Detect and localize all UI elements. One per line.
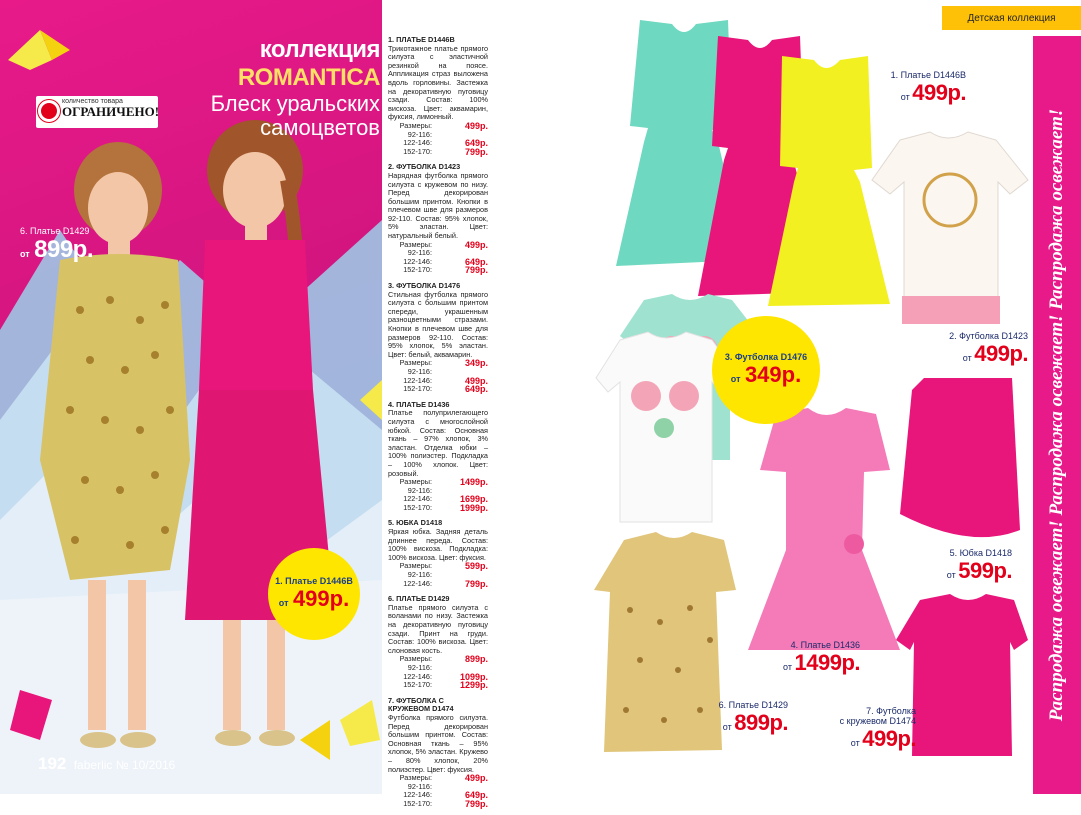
- label-p2-name: 2. Футболка D1423: [949, 331, 1028, 341]
- product-item-title: 1. ПЛАТЬЕ D1446B: [388, 35, 455, 44]
- left-tag-d1446b: [268, 548, 360, 640]
- product-item-title: 4. ПЛАТЬЕ D1436: [388, 399, 450, 409]
- tee-white-balloon: [872, 132, 1028, 324]
- size-price: 499р.: [464, 375, 488, 386]
- size-range: 122-146:: [403, 375, 432, 385]
- sale-banner: [1033, 36, 1081, 794]
- size-range: Размеры: 92-116:: [399, 773, 432, 791]
- label-p2: [898, 331, 1028, 367]
- label-p5-price: 599р.: [958, 558, 1012, 583]
- product-item-title: 2. ФУТБОЛКА D1423: [388, 162, 461, 172]
- label-p5-name: 5. Юбка D1418: [949, 548, 1012, 558]
- size-range: 152-170:: [403, 502, 432, 512]
- product-item-title: 5. ЮБКА D1418: [388, 518, 443, 528]
- page-footer: [38, 754, 175, 774]
- label-p3-name: 3. Футболка D1476: [724, 352, 808, 362]
- label-p6-price: 899р.: [734, 710, 788, 735]
- skirt-fuchsia: [900, 378, 1020, 537]
- header-subtitle-1: Блеск уральских: [210, 91, 380, 116]
- product-item-desc: Платье полуприлегающего силуэта с многослойной юбкой. Состав: Основная ткань – 97% хлопок, 3% эластан. Отделка юбки – 100% полиэстер. Подкладка – 100% хлопок. Цвет: розовый.: [388, 408, 488, 478]
- product-item-desc: Трикотажное платье прямого силуэта с эластичной резинкой на поясе. Аппликация страз выложена вдоль горловины. Застежка на декоративную пуговицу сзади. Состав: 100% вискоза. Цвет: аквамарин, фуксия, лимонный.: [388, 43, 488, 122]
- size-price: 799р.: [464, 146, 488, 157]
- label-p4: [750, 640, 860, 676]
- product-item-desc: Платье прямого силуэта с воланами по низу. Застежка на декоративную пуговицу сзади. Принт на груди. Состав: 100% вискоза. Цвет: слоновая кость.: [388, 602, 488, 655]
- label-p3: [712, 316, 820, 424]
- product-item: [388, 697, 488, 809]
- sale-banner-text: Распродажа освежает! Распродажа освежает! Распродажа освежает!: [1046, 108, 1068, 722]
- left-tag-d1446b-name: 1. Платье D1446B: [275, 576, 353, 586]
- size-price: 1699р.: [459, 494, 488, 505]
- photo-panel: [0, 0, 382, 794]
- label-p1-from: от: [900, 92, 910, 102]
- page-number: 192: [38, 754, 67, 773]
- limited-small-text: количество товара: [62, 98, 123, 105]
- footer-issue: № 10/2016: [115, 758, 176, 772]
- label-p6-from: от: [722, 722, 732, 732]
- label-p3-price: 349р.: [744, 362, 802, 387]
- product-item-sizes: [388, 478, 488, 512]
- product-item-title: 7. ФУТБОЛКА С КРУЖЕВОМ D1474: [388, 695, 454, 714]
- size-price: 899р.: [464, 654, 488, 665]
- size-range: 152-170:: [403, 680, 432, 690]
- label-p5-from: от: [946, 570, 956, 580]
- size-range: Размеры: 92-116:: [399, 358, 432, 376]
- label-p7-from: от: [850, 738, 860, 748]
- product-item-desc: Яркая юбка. Задняя деталь длиннее переда. Состав: 100% вискоза. Подкладка: 100% вискоза. Цвет: фуксия.: [388, 527, 488, 562]
- size-range: 122-146:: [403, 790, 432, 800]
- product-item-title: 3. ФУТБОЛКА D1476: [388, 281, 461, 291]
- size-range: Размеры: 92-116:: [399, 239, 432, 258]
- size-range: Размеры: 92-116:: [399, 654, 432, 672]
- size-price: 649р.: [464, 384, 488, 395]
- size-price: 349р.: [464, 358, 488, 369]
- size-range: 122-146:: [403, 578, 432, 588]
- label-p2-price: 499р.: [974, 341, 1028, 366]
- label-p6: [694, 700, 788, 736]
- left-tag-d1429-from: от: [20, 249, 30, 259]
- product-item-desc: Нарядная футболка прямого силуэта с кружевом по низу. Перед декорирован большим принтом. Кнопки в плечевом шве для размеров 92-110. Состав: 95% хлопок, 5% эластан. Цвет: натуральный белый.: [388, 170, 488, 241]
- size-range: 152-170:: [403, 265, 432, 275]
- label-p7: [798, 706, 916, 752]
- size-range: 122-146:: [403, 138, 432, 148]
- size-range: 152-170:: [403, 798, 432, 808]
- label-p4-from: от: [783, 662, 792, 672]
- label-p2-from: от: [962, 353, 972, 363]
- size-range: 122-146:: [403, 494, 432, 504]
- label-p4-price: 1499р.: [794, 650, 860, 675]
- size-price: 499р.: [464, 239, 488, 250]
- limited-quantity-badge: [36, 96, 158, 128]
- product-item-desc: Футболка прямого силуэта. Перед декорирован большим принтом. Состав: Основная ткань – 95% хлопок, 5% эластан. Кружево – 80% хлопок, 20% полиэстер. Цвет: фуксия.: [388, 712, 488, 774]
- product-item: [388, 36, 488, 156]
- size-range: Размеры: 92-116:: [399, 561, 432, 580]
- girl-fuchsia-dress: [175, 120, 345, 770]
- product-item-sizes: [388, 359, 488, 393]
- dress-pink-tulle: [748, 408, 900, 650]
- product-item: [388, 282, 488, 394]
- size-price: 1299р.: [459, 680, 488, 691]
- label-p6-name: 6. Платье D1429: [718, 700, 788, 710]
- product-item-sizes: [388, 774, 488, 808]
- header-brand: ROMANTICA: [237, 64, 380, 91]
- size-price: 799р.: [464, 265, 488, 276]
- size-price: 1499р.: [459, 477, 488, 488]
- product-item-title: 6. ПЛАТЬЕ D1429: [388, 594, 450, 604]
- size-price: 649р.: [464, 790, 488, 801]
- left-tag-d1429: [20, 226, 93, 264]
- product-item-sizes: [388, 655, 488, 689]
- size-price: 649р.: [464, 256, 488, 267]
- product-item: [388, 595, 488, 690]
- left-tag-d1429-price: 899р.: [34, 236, 94, 263]
- size-range: 152-170:: [403, 384, 432, 394]
- size-range: 122-146:: [403, 256, 432, 266]
- limited-dot-icon: [38, 100, 60, 122]
- label-p5: [900, 548, 1012, 584]
- limited-big-text: ОГРАНИЧЕНО!: [62, 104, 160, 119]
- size-price: 649р.: [464, 138, 488, 149]
- label-p7-price: 499р.: [862, 726, 916, 751]
- label-p1-price: 499р.: [912, 80, 966, 105]
- size-price: 1999р.: [459, 502, 488, 513]
- header-prefix: коллекция: [259, 36, 380, 63]
- size-range: Размеры: 92-116:: [399, 477, 432, 495]
- size-price: 799р.: [464, 798, 488, 809]
- product-item-desc: Стильная футболка прямого силуэта с большим принтом спереди, украшенным разноцветными стразами. Кнопки в плечевом шве для размеров 92-110. Состав: 95% хлопок, 5% эластан. Цвет: белый, аквамарин.: [388, 289, 488, 359]
- label-p3-from: от: [730, 374, 741, 384]
- size-range: 122-146:: [403, 671, 432, 681]
- size-range: Размеры: 92-116:: [399, 120, 432, 139]
- product-item-sizes: [388, 241, 488, 275]
- product-item: [388, 163, 488, 275]
- size-price: 799р.: [464, 578, 488, 589]
- left-tag-d1446b-from: от: [278, 598, 289, 608]
- size-range: 152-170:: [403, 146, 432, 156]
- label-p1: [850, 70, 966, 106]
- product-item-sizes: [388, 562, 488, 588]
- size-price: 1099р.: [459, 671, 488, 682]
- left-tag-d1446b-price: 499р.: [292, 586, 350, 611]
- size-price: 599р.: [464, 561, 488, 572]
- product-descriptions: [388, 36, 488, 815]
- collection-header: [120, 36, 380, 140]
- size-price: 499р.: [464, 773, 488, 784]
- label-p7-name2: с кружевом D1474: [839, 716, 916, 726]
- left-tag-d1429-name: 6. Платье D1429: [20, 226, 90, 236]
- product-item-sizes: [388, 122, 488, 156]
- section-tab: Детская коллекция: [942, 6, 1081, 30]
- label-p4-name: 4. Платье D1436: [790, 640, 860, 650]
- product-item: [388, 401, 488, 513]
- size-price: 499р.: [464, 120, 488, 131]
- label-p7-name1: 7. Футболка: [866, 706, 916, 716]
- footer-brand: faberlic: [73, 758, 113, 772]
- label-p1-name: 1. Платье D1446B: [890, 70, 966, 80]
- header-subtitle-2: самоцветов: [260, 115, 380, 140]
- product-item: [388, 519, 488, 588]
